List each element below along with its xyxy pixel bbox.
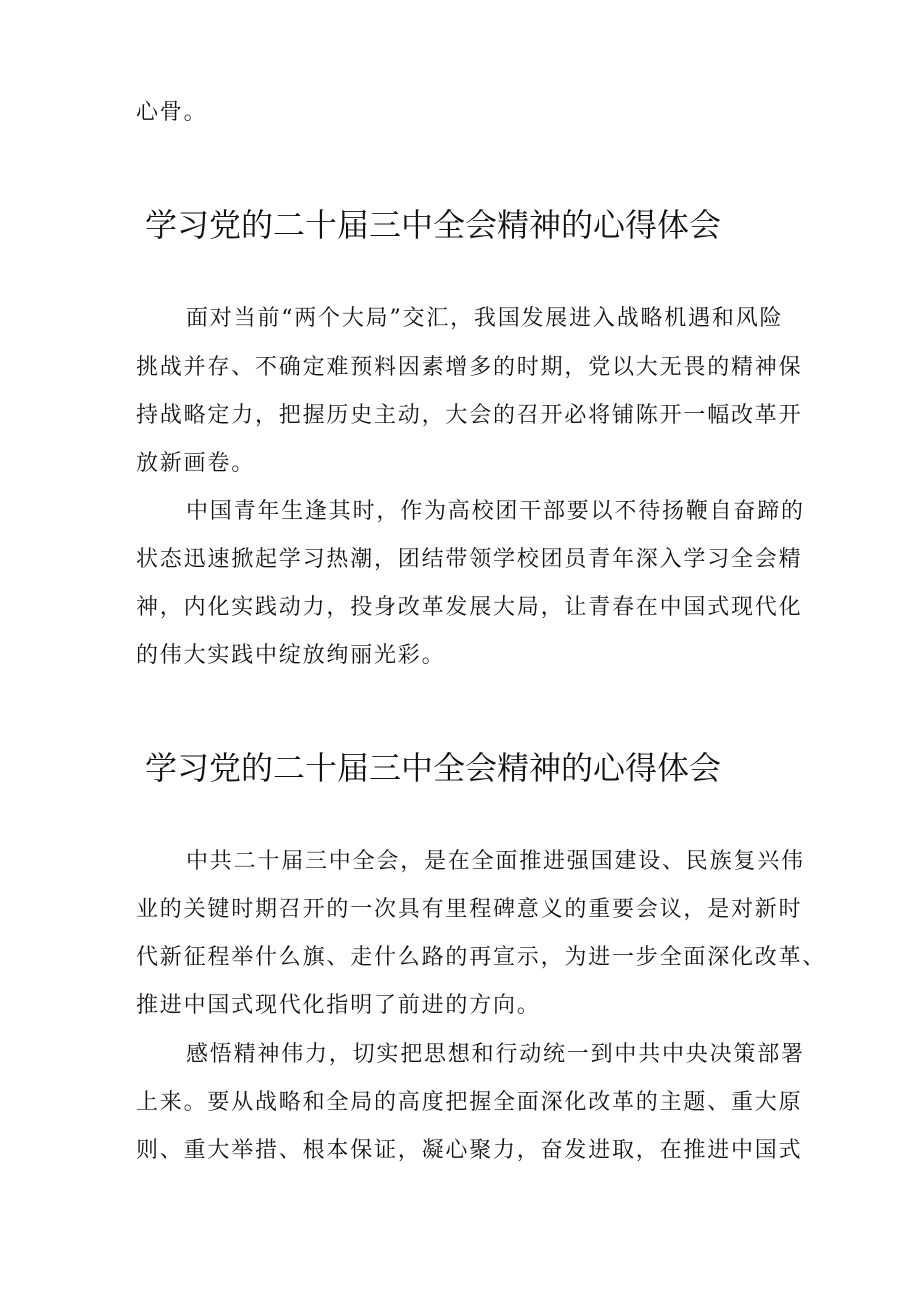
paragraph-line: 业的关键时期召开的一次具有里程碑意义的重要会议，是对新时 (136, 897, 803, 922)
paragraph-line: 心骨。 (136, 100, 208, 125)
paragraph-line: 持战略定力，把握历史主动，大会的召开必将铺陈开一幅改革开 (136, 403, 803, 428)
section-title: 学习党的二十届三中全会精神的心得体会 (145, 749, 722, 787)
paragraph-line: 状态迅速掀起学习热潮，团结带领学校团员青年深入学习全会精 (136, 547, 803, 572)
paragraph-line: 面对当前“两个大局”交汇，我国发展进入战略机遇和风险 (186, 306, 784, 331)
paragraph-line: 感悟精神伟力，切实把思想和行动统一到中共中央决策部署 (186, 1042, 805, 1067)
paragraph-line: 则、重大举措、根本保证，凝心聚力，奋发进取，在推进中国式 (136, 1138, 803, 1163)
paragraph-line: 的伟大实践中绽放绚丽光彩。 (136, 643, 446, 668)
paragraph-line: 神，内化实践动力，投身改革发展大局，让青春在中国式现代化 (136, 595, 803, 620)
paragraph-line: 推进中国式现代化指明了前进的方向。 (136, 993, 541, 1018)
paragraph-line: 挑战并存、不确定难预料因素增多的时期，党以大无畏的精神保 (136, 355, 803, 380)
paragraph-line: 中共二十届三中全会，是在全面推进强国建设、民族复兴伟 (186, 849, 805, 874)
paragraph-line: 中国青年生逢其时，作为高校团干部要以不待扬鞭自奋蹄的 (186, 499, 805, 524)
paragraph-line: 代新征程举什么旗、走什么路的再宣示，为进一步全面深化改革、 (136, 945, 827, 970)
paragraph-line: 放新画卷。 (136, 451, 256, 476)
section-title: 学习党的二十届三中全会精神的心得体会 (145, 206, 722, 244)
paragraph-line: 上来。要从战略和全局的高度把握全面深化改革的主题、重大原 (136, 1090, 803, 1115)
